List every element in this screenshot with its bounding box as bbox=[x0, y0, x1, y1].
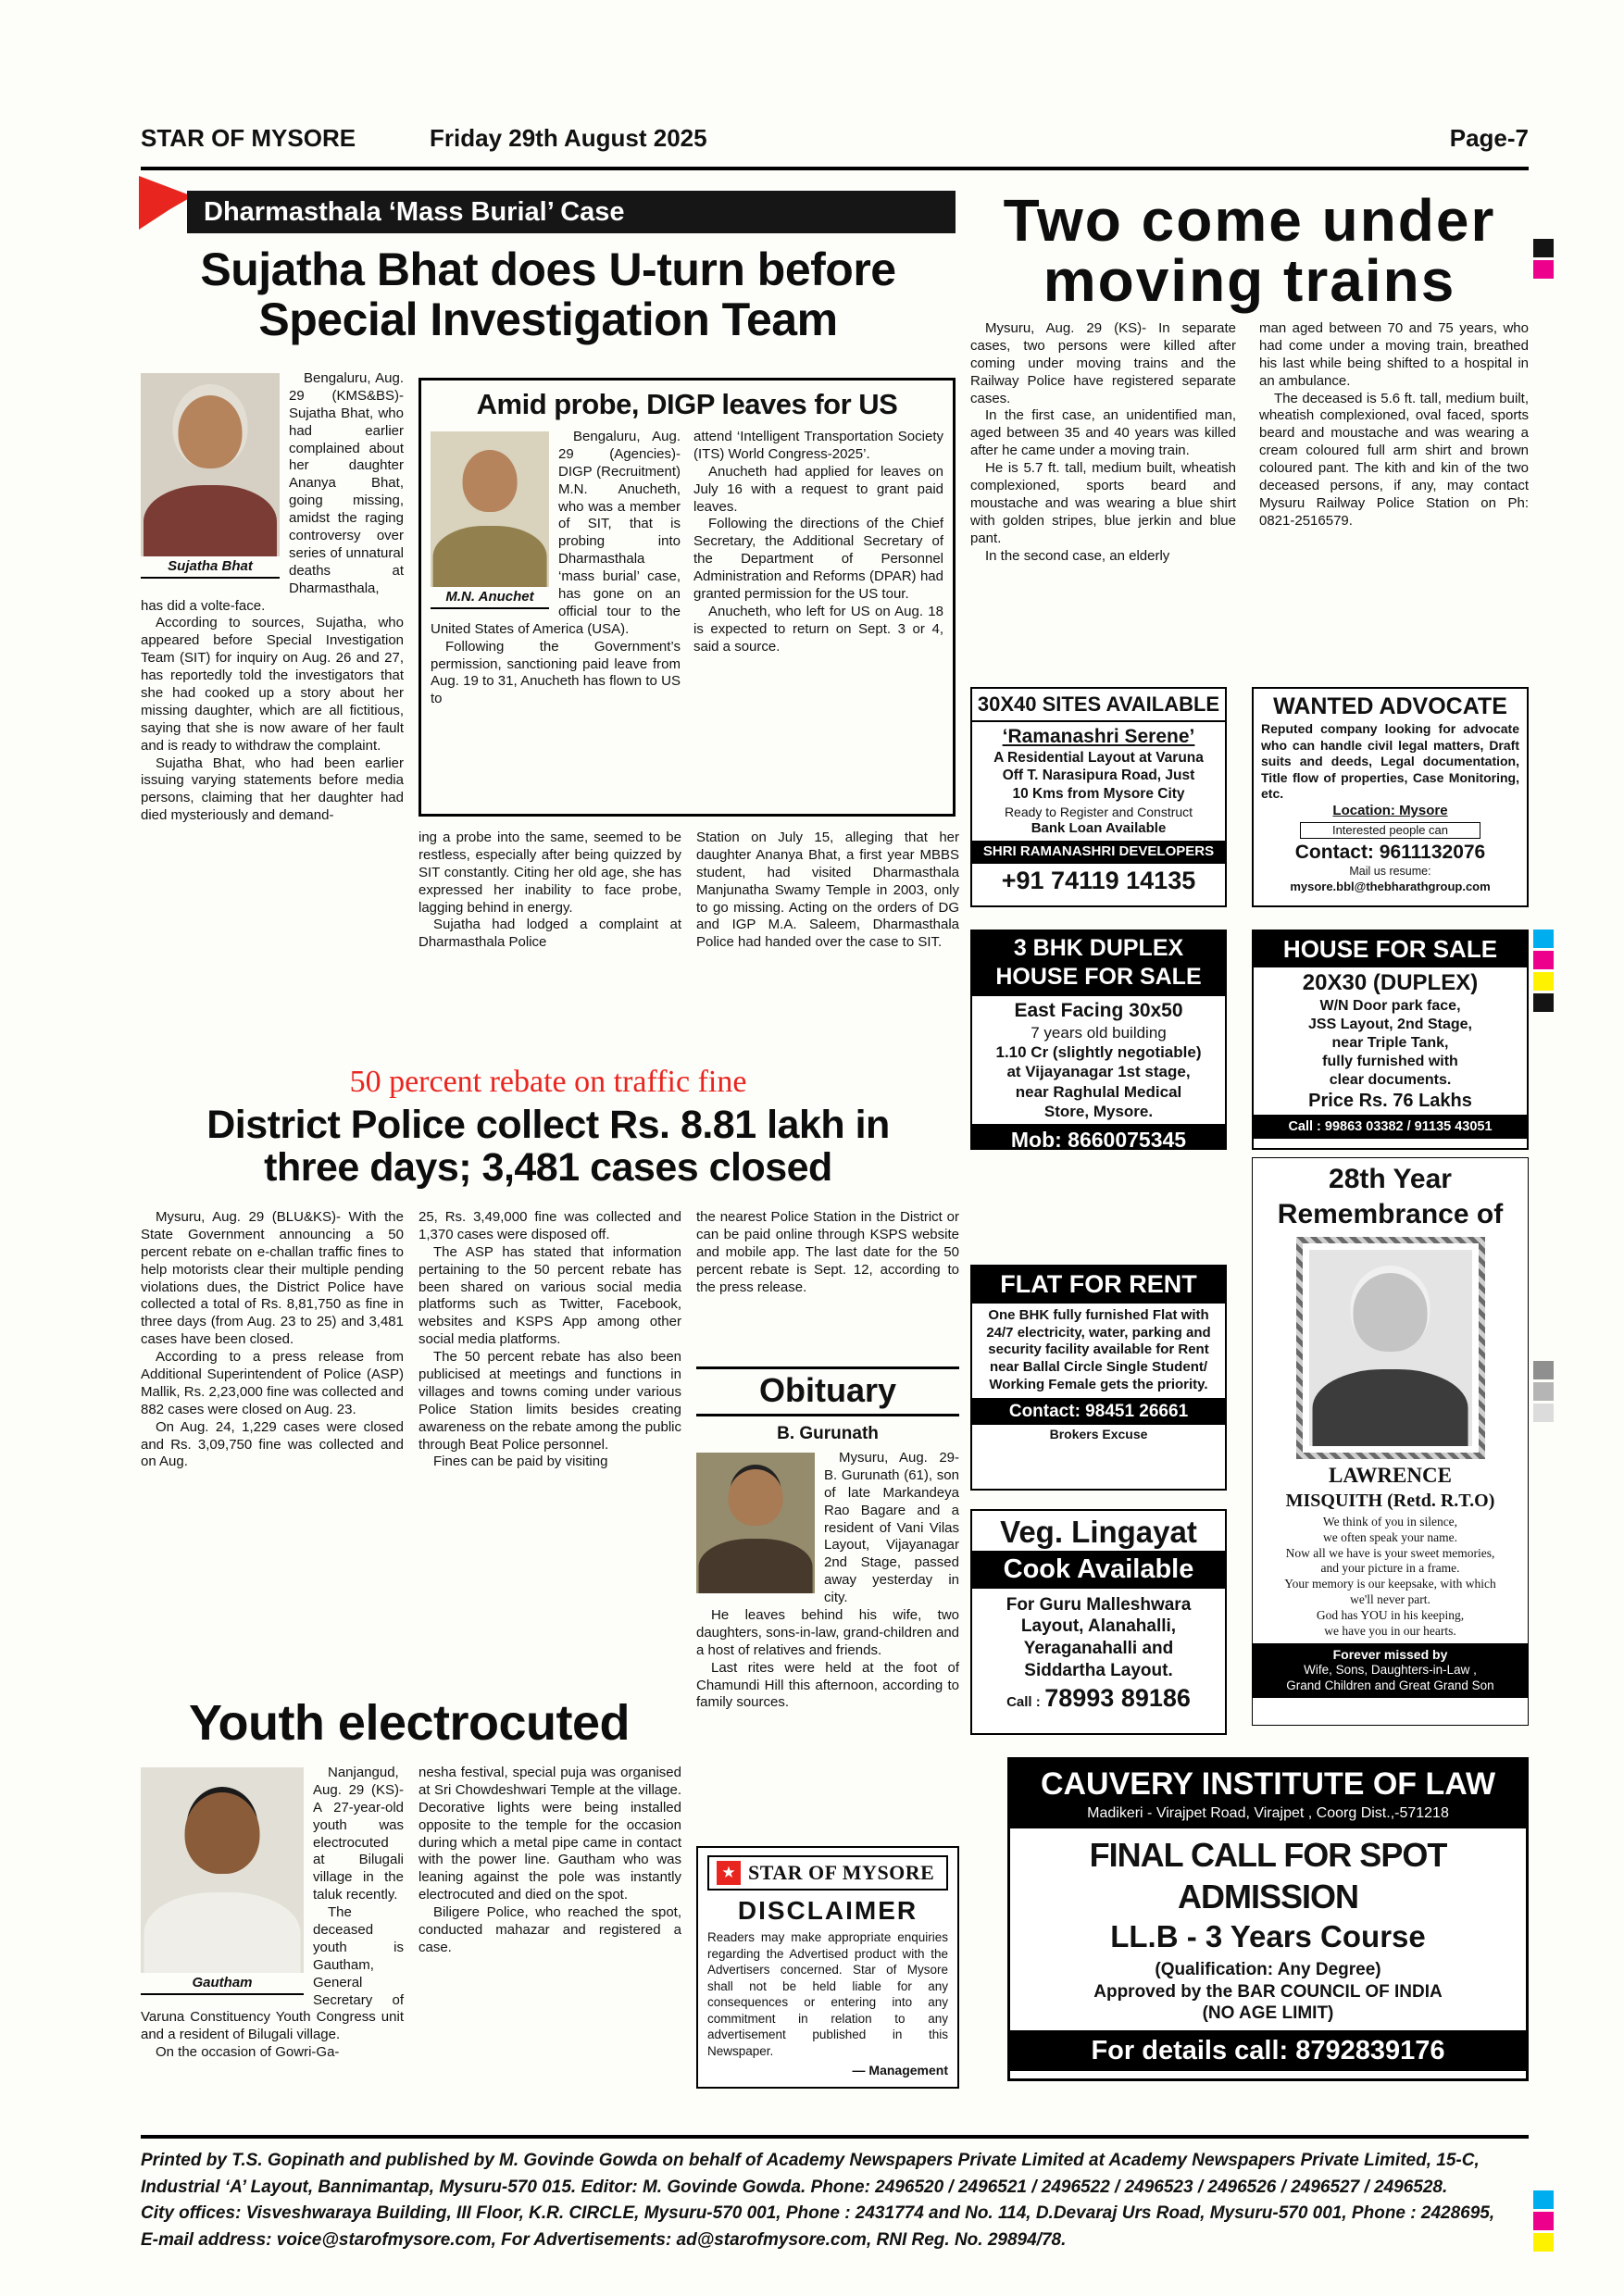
photo-face bbox=[463, 450, 518, 512]
ad-line: Wife, Sons, Daughters-in-Law , bbox=[1304, 1663, 1477, 1678]
poem-line: and your picture in a frame. bbox=[1320, 1561, 1460, 1576]
ad-line: Bank Loan Available bbox=[1031, 820, 1167, 837]
body-paragraph: 25, Rs. 3,49,000 fine was collected and 1,370 cases were disposed off. bbox=[418, 1209, 681, 1242]
youth-column-1 bbox=[141, 1765, 404, 2062]
digp-columns bbox=[431, 429, 943, 708]
body-paragraph: According to sources, Sujatha, who appeared before Special Investigation Team (SIT) for inquiry on Aug. 26 and 27, has reportedly told the investigators that she had cooked up a story about her missing daughter, which are all fictitious, saying that she is now aware of her fault and is ready to withdraw the complaint. bbox=[141, 615, 404, 754]
sujatha-column-3 bbox=[696, 830, 959, 952]
ad-line: 1.10 Cr (slightly negotiable) bbox=[995, 1043, 1202, 1061]
police-column-1 bbox=[141, 1209, 404, 1471]
ad-phone: Mob: 8660075345 bbox=[972, 1124, 1225, 1150]
digp-story-box bbox=[418, 378, 956, 817]
ad-line: Forever missed by bbox=[1332, 1646, 1448, 1662]
registration-mark bbox=[1533, 2190, 1554, 2209]
sujatha-column-2 bbox=[418, 830, 681, 952]
imprint-footer bbox=[141, 2135, 1529, 2253]
disclaimer-body: Readers may make appropriate enquiries regarding the Advertised product with the Advertisers concerned. Star of Mysore shall not be held liable for any consequences or entering into any commitment in relation to any advertisement published in this Newspaper. bbox=[707, 1930, 948, 2058]
body-paragraph: On Aug. 24, 1,229 cases were closed and Rs. 3,09,750 fine was collected and on Aug. bbox=[141, 1418, 404, 1470]
body-paragraph: Mysuru, Aug. 29 (KS)- In separate cases, two persons were killed after coming under moving trains and the Railway Police have registered separate cases. bbox=[970, 320, 1236, 406]
body-paragraph: Mysuru, Aug. 29- B. Gurunath (61), son of late Markandeya Rao Bagare and a resident of Vani Vilas Layout, Vijayanagar 2nd Stage, passed away yesterday in city. bbox=[824, 1450, 959, 1606]
trains-column-2 bbox=[1259, 320, 1529, 530]
body-paragraph: Following the directions of the Chief Secretary, the Additional Secretary of the Department of Personnel Administration and Reforms (DPAR) had granted permission for the US tour. bbox=[693, 516, 943, 603]
anuchet-photo-block bbox=[431, 431, 549, 609]
ad-title: 30X40 SITES AVAILABLE bbox=[972, 689, 1225, 722]
ad-line: 10 Kms from Mysore City bbox=[1012, 785, 1185, 802]
body-paragraph: The 50 percent rebate has also been publicised at meetings and functions in villages and towns coming under various Police Station limits besides creating awareness on the rebate among the public through Beat Police personnel. bbox=[418, 1349, 681, 1453]
youth-column-2 bbox=[418, 1765, 681, 1957]
ad-title-band bbox=[972, 931, 1225, 996]
ad-phone: For details call: 8792839176 bbox=[1010, 2030, 1526, 2071]
ad-wanted-advocate bbox=[1252, 687, 1529, 907]
sujatha-column-1 bbox=[141, 370, 404, 825]
photo-caption: M.N. Anuchet bbox=[431, 587, 549, 609]
imprint-line: Industrial ‘A’ Layout, Bannimantap, Mysuru-570 015. Editor: M. Govinde Gowda. Phone: 2496520 / 2496521 / 2496522 / 2496523 / 2496526 / 2496527 / 2496528. bbox=[141, 2177, 1448, 2197]
issue-date: Friday 29th August 2025 bbox=[430, 124, 707, 152]
registration-mark bbox=[1533, 993, 1554, 1012]
sujatha-photo-block bbox=[141, 373, 280, 579]
ad-heading: Remembrance of bbox=[1277, 1198, 1504, 1229]
ad-veg-cook bbox=[970, 1509, 1227, 1735]
body-paragraph: Biligere Police, who reached the spot, conducted mahazar and registered a case. bbox=[418, 1904, 681, 1955]
police-kicker: 50 percent rebate on traffic fine bbox=[349, 1065, 747, 1099]
ad-price: Price Rs. 76 Lakhs bbox=[1308, 1090, 1472, 1111]
photo-caption: Sujatha Bhat bbox=[141, 556, 280, 579]
photo-torso bbox=[699, 1539, 813, 1593]
imprint-line: E-mail address: voice@starofmysore.com, For Advertisements: ad@starofmysore.com, RNI Reg. No. 29894/78. bbox=[141, 2229, 1067, 2250]
ad-line: (NO AGE LIMIT) bbox=[1202, 2003, 1334, 2024]
police-headline bbox=[141, 1104, 956, 1190]
ad-line: (Qualification: Any Degree) bbox=[1155, 1959, 1381, 1979]
ad-line: FINAL CALL FOR SPOT ADMISSION bbox=[1089, 1835, 1447, 1915]
disclaimer-title: DISCLAIMER bbox=[737, 1896, 918, 1925]
body-paragraph: Nanjangud, Aug. 29 (KS)- A 27-year-old youth was electrocuted at Bilugali village in the taluk recently. bbox=[313, 1765, 404, 1903]
registration-mark bbox=[1533, 1404, 1554, 1422]
ad-project-name: ‘Ramanashri Serene’ bbox=[1002, 725, 1195, 747]
ad-developer: SHRI RAMANASHRI DEVELOPERS bbox=[972, 841, 1225, 864]
ad-name: MISQUITH (Retd. R.T.O) bbox=[1285, 1490, 1495, 1511]
imprint-line: City offices: Visveshwaraya Building, III Floor, K.R. CIRCLE, Mysuru-570 001, Phone : 2431774 and No. 114, D.Devaraj Urs Road, Mysuru-570 001, Phone : 2428695, bbox=[141, 2203, 1495, 2223]
ad-title: HOUSE FOR SALE bbox=[1254, 931, 1527, 967]
registration-mark bbox=[1533, 2212, 1554, 2230]
ad-3bhk-duplex bbox=[970, 930, 1227, 1150]
poem-line: Your memory is our keepsake, with which bbox=[1284, 1577, 1496, 1591]
ad-remembrance bbox=[1252, 1157, 1529, 1726]
body-paragraph: Fines can be paid by visiting bbox=[433, 1454, 608, 1470]
logo-text: STAR OF MYSORE bbox=[748, 1861, 935, 1884]
body-paragraph: In the second case, an elderly bbox=[985, 547, 1170, 564]
ad-phone: Call : 99863 03382 / 91135 43051 bbox=[1254, 1115, 1527, 1139]
photo-face bbox=[185, 1792, 260, 1875]
ad-note: Interested people can bbox=[1300, 822, 1480, 839]
registration-mark bbox=[1533, 2233, 1554, 2252]
ad-contact: Contact: 9611132076 bbox=[1294, 841, 1486, 863]
trains-headline bbox=[970, 187, 1529, 315]
police-column-2 bbox=[418, 1209, 681, 1471]
registration-marks-top bbox=[1533, 239, 1554, 279]
headline-line: three days; 3,481 cases closed bbox=[264, 1145, 832, 1191]
body-paragraph: nesha festival, special puja was organised at Sri Chowdeshwari Temple at the village. Decorative lights were being installed opposite to the temple for the occasion during which a metal pipe came in contact with the power line. Gautham who was leaning against the pole was instantly electrocuted and died on the spot. bbox=[418, 1765, 681, 1903]
body-paragraph: Bengaluru, Aug. 29 (KMS&BS)- Sujatha Bhat, who had earlier complained about her daughter Ananya Bhat, going missing, amidst the raging controversy over series of unnatural deaths at Dharmasthala, has did a volte-face. bbox=[141, 370, 404, 614]
body-paragraph: Anucheth had applied for leaves on July 16 with a request to grant paid leaves. bbox=[693, 463, 943, 515]
gautham-photo-block bbox=[141, 1767, 304, 1995]
ad-phone: 78993 89186 bbox=[1044, 1683, 1191, 1712]
registration-marks-gray bbox=[1533, 1361, 1554, 1422]
kicker-text: Dharmasthala ‘Mass Burial’ Case bbox=[204, 197, 625, 227]
body-paragraph: Sujatha Bhat, who had been earlier issuing varying statements before media persons, claiming that her daughter had died mysteriously and demand- bbox=[141, 755, 404, 824]
gautham-photo bbox=[141, 1767, 304, 1973]
registration-mark bbox=[1533, 930, 1554, 948]
youth-headline: Youth electrocuted bbox=[188, 1695, 631, 1751]
registration-mark bbox=[1533, 239, 1554, 257]
body-paragraph: Bengaluru, Aug. 29 (Agencies)- DIGP (Recruitment) M.N. Anucheth, who was a member of SIT, that is probing into Dharmasthala ‘mass burial’ case, has gone on an official tour to the United States of America (USA). bbox=[431, 429, 681, 637]
ad-body: One BHK fully furnished Flat with 24/7 electricity, water, parking and security facility available for Rent near Ballal Circle Single Student/ Working Female gets the priority. bbox=[986, 1306, 1211, 1392]
ad-body: For Guru Malleshwara Layout, Alanahalli, Yeraganahalli and Siddartha Layout. bbox=[1006, 1594, 1192, 1680]
body-paragraph: In the first case, an unidentified man, aged between 35 and 40 years was killed after he came under a moving train. bbox=[970, 407, 1236, 459]
ad-line: clear documents. bbox=[1329, 1071, 1452, 1088]
registration-mark bbox=[1533, 260, 1554, 279]
obituary-heading: Obituary bbox=[696, 1366, 959, 1416]
gurunath-photo-block bbox=[696, 1453, 815, 1593]
headline-line: Two come under bbox=[1003, 187, 1496, 254]
ad-heading: 28th Year bbox=[1329, 1164, 1452, 1194]
masthead-rule bbox=[141, 167, 1529, 170]
obituary-section bbox=[696, 1366, 959, 1712]
body-paragraph: He leaves behind his wife, two daughters, sons-in-law, grand-children and a host of relatives and friends. bbox=[696, 1607, 959, 1658]
ad-name: LAWRENCE bbox=[1329, 1464, 1452, 1487]
ad-contact: Contact: 98451 26661 bbox=[972, 1398, 1225, 1426]
poem-line: we'll never part. bbox=[1350, 1592, 1430, 1607]
headline-line: Special Investigation Team bbox=[258, 293, 838, 345]
ad-body: Reputed company looking for advocate who can handle civil legal matters, Draft suits and deeds, Legal documentation, Title flow of properties, Case Monitoring, etc. bbox=[1261, 721, 1519, 802]
registration-marks-mid bbox=[1533, 930, 1554, 1012]
ad-location: Location: Mysore bbox=[1332, 802, 1448, 818]
ad-30x40-sites bbox=[970, 687, 1227, 907]
photo-torso bbox=[144, 1892, 301, 1973]
registration-mark bbox=[1533, 972, 1554, 991]
page-number: Page-7 bbox=[1449, 124, 1529, 152]
ad-line: JSS Layout, 2nd Stage, bbox=[1308, 1016, 1472, 1032]
registration-marks-bottom bbox=[1533, 2190, 1554, 2252]
registration-mark bbox=[1533, 951, 1554, 969]
ad-mail-label: Mail us resume: bbox=[1349, 865, 1431, 878]
photo-face bbox=[179, 395, 243, 468]
ad-line: near Triple Tank, bbox=[1331, 1034, 1449, 1051]
remembrance-poem bbox=[1253, 1513, 1528, 1640]
ad-line: Grand Children and Great Grand Son bbox=[1286, 1678, 1494, 1693]
ad-title: 3 BHK DUPLEX bbox=[1013, 935, 1184, 961]
ad-line: LL.B - 3 Years Course bbox=[1110, 1918, 1426, 1953]
obituary-name: B. Gurunath bbox=[777, 1424, 879, 1443]
ad-line: at Vijayanagar 1st stage, bbox=[1006, 1063, 1191, 1081]
poem-line: God has YOU in his keeping, bbox=[1316, 1608, 1465, 1622]
body-paragraph: attend ‘Intelligent Transportation Society (ITS) World Congress-2025’. bbox=[693, 429, 943, 462]
ad-title: WANTED ADVOCATE bbox=[1273, 693, 1507, 719]
body-paragraph: He is 5.7 ft. tall, medium built, wheatish complexioned, sports beard and moustache and was wearing a blue shirt with golden stripes, blue jerkin and blue pant. bbox=[970, 460, 1236, 546]
digp-column-2 bbox=[693, 429, 943, 708]
ad-note: Brokers Excuse bbox=[1049, 1427, 1148, 1442]
anuchet-photo bbox=[431, 431, 549, 587]
photo-face bbox=[1353, 1273, 1428, 1352]
headline-line: Sujatha Bhat does U-turn before bbox=[200, 243, 896, 295]
digp-headline: Amid probe, DIGP leaves for US bbox=[476, 388, 898, 420]
ad-title: HOUSE FOR SALE bbox=[995, 964, 1202, 991]
body-paragraph: According to a press release from Additional Superintendent of Police (ASP) Mallik, Rs. 2,23,000 fine was collected and 882 cases were closed on Aug. 23. bbox=[141, 1349, 404, 1417]
ad-line: near Raghulal Medical bbox=[1015, 1082, 1182, 1101]
trains-column-1 bbox=[970, 320, 1236, 565]
body-paragraph: Mysuru, Aug. 29 (BLU&KS)- With the State Government announcing a 50 percent rebate on e-challan traffic fines to help motorists clear their multiple pending violations dues, the District Police have collected a total of Rs. 8,81,750 as fine in three days (from Aug. 23 to 25) and 3,481 cases have been closed. bbox=[141, 1209, 404, 1348]
body-paragraph: Following the Government’s permission, sanctioning paid leave from Aug. 19 to 31, Anucheth has flown to US to bbox=[431, 638, 681, 707]
ad-subtitle: 20X30 (DUPLEX) bbox=[1302, 969, 1479, 995]
sujatha-kicker-banner bbox=[187, 191, 956, 233]
ad-house-for-sale bbox=[1252, 930, 1529, 1150]
photo-torso bbox=[144, 485, 277, 556]
star-of-mysore-logo bbox=[707, 1855, 948, 1890]
body-paragraph: On the occasion of Gowri-Ga- bbox=[156, 2044, 340, 2061]
ad-flat-for-rent bbox=[970, 1265, 1227, 1491]
ad-phone: +91 74119 14135 bbox=[1001, 866, 1196, 894]
disclaimer-box bbox=[696, 1846, 959, 2089]
poem-line: we often speak your name. bbox=[1322, 1529, 1458, 1544]
remembrance-footer-band bbox=[1253, 1643, 1528, 1698]
body-paragraph: man aged between 70 and 75 years, who had come under a moving train, breathed his last while being shifted to a hospital in an ambulance. bbox=[1259, 320, 1529, 389]
ad-line: Approved by the BAR COUNCIL OF INDIA bbox=[1093, 1981, 1443, 2002]
body-paragraph: Anucheth, who left for US on Aug. 18 is expected to return on Sept. 3 or 4, said a source. bbox=[693, 603, 943, 655]
body-paragraph: The deceased youth is Gautham, General Secretary of Varuna Constituency Youth Congress unit and a resident of Bilugali village. bbox=[141, 1904, 404, 2043]
poem-line: Now all we have is your sweet memories, bbox=[1285, 1545, 1495, 1560]
sujatha-headline bbox=[141, 244, 956, 344]
imprint-line: Printed by T.S. Gopinath and published by M. Govinde Gowda on behalf of Academy Newspapers Private Limited at Academy Newspapers Private Limited, 15-C, bbox=[141, 2151, 1480, 2170]
ad-email: mysore.bbl@thebharathgroup.com bbox=[1290, 879, 1491, 893]
sujatha-bhat-photo bbox=[141, 373, 280, 556]
remembrance-photo-frame bbox=[1296, 1237, 1485, 1459]
poem-line: we have you in our hearts. bbox=[1324, 1623, 1456, 1638]
paper-name: STAR OF MYSORE bbox=[141, 124, 356, 152]
headline-line: District Police collect Rs. 8.81 lakh in bbox=[206, 1103, 890, 1147]
body-paragraph: The ASP has stated that information pertaining to the 50 percent rebate has been shared on various social media platforms such as Twitter, Facebook, websites and KSPS App among other social media platforms. bbox=[418, 1243, 681, 1348]
ad-subtitle: Madikeri - Virajpet Road, Virajpet , Coorg Dist.,-571218 bbox=[1087, 1804, 1449, 1821]
lawrence-misquith-photo bbox=[1309, 1250, 1472, 1446]
body-paragraph: Station on July 15, alleging that her daughter Ananya Bhat, a first year MBBS student, had visited Dharmasthala Manjunatha Swamy Temple in 2003, only to go missing. Acting on the orders of DG and IGP M.A. Saleem, Dharmasthala Police had handed over the case to SIT. bbox=[696, 830, 959, 951]
body-paragraph: Last rites were held at the foot of Chamundi Hill this afternoon, according to family sources. bbox=[696, 1659, 959, 1711]
disclaimer-signoff: — Management bbox=[852, 2063, 948, 2078]
ad-phone-row bbox=[972, 1684, 1225, 1713]
photo-face bbox=[729, 1469, 783, 1526]
ad-title: CAUVERY INSTITUTE OF LAW bbox=[1040, 1766, 1496, 1802]
ad-line: A Residential Layout at Varuna bbox=[993, 749, 1204, 766]
ad-title: Veg. Lingayat bbox=[1000, 1515, 1197, 1549]
gurunath-photo bbox=[696, 1453, 815, 1593]
ad-cauvery-institute bbox=[1007, 1757, 1529, 2081]
masthead bbox=[141, 124, 1529, 159]
ad-line: W/N Door park face, bbox=[1319, 997, 1461, 1014]
body-paragraph: The deceased is 5.6 ft. tall, medium built, wheatish complexioned, oval faced, sports beard and moustache and was wearing a cream coloured full arm shirt and brown coloured pant. The kith and kin of the two deceased persons, if any, may contact Mysuru Railway Police Station on Ph: 0821-2516579. bbox=[1259, 390, 1529, 529]
ad-title: FLAT FOR RENT bbox=[972, 1267, 1225, 1304]
ad-line: Store, Mysore. bbox=[1043, 1102, 1154, 1120]
body-paragraph: the nearest Police Station in the District or can be paid online through KSPS website and mobile app. The last date for the 50 percent rebate is Sept. 12, according to the press release. bbox=[696, 1209, 959, 1295]
registration-mark bbox=[1533, 1382, 1554, 1401]
ad-line: 7 years old building bbox=[1031, 1023, 1167, 1042]
photo-torso bbox=[1312, 1369, 1468, 1446]
ad-line: East Facing 30x50 bbox=[1014, 999, 1183, 1021]
red-flag-accent bbox=[139, 176, 193, 230]
ad-line: Ready to Register and Construct bbox=[1004, 804, 1193, 819]
body-paragraph: Sujatha had lodged a complaint at Dharmasthala Police bbox=[418, 917, 681, 951]
star-logo-icon: ★ bbox=[717, 1861, 741, 1885]
ad-title-band bbox=[1010, 1760, 1526, 1828]
poem-line: We think of you in silence, bbox=[1322, 1514, 1458, 1529]
ad-line: Off T. Narasipura Road, Just bbox=[1002, 767, 1195, 784]
ad-phone-label: Call : bbox=[1006, 1693, 1041, 1710]
police-column-3 bbox=[696, 1209, 959, 1296]
photo-torso bbox=[433, 526, 547, 587]
photo-caption: Gautham bbox=[141, 1973, 304, 1995]
digp-column-1 bbox=[431, 429, 681, 708]
ad-title: Cook Available bbox=[972, 1551, 1225, 1588]
registration-mark bbox=[1533, 1361, 1554, 1379]
ad-line: fully furnished with bbox=[1322, 1053, 1458, 1069]
body-paragraph: ing a probe into the same, seemed to be restless, especially after being quizzed by SIT constantly. Citing her old age, she has expressed her inability to face probe, lagging behind in energy. bbox=[418, 830, 681, 916]
headline-line: moving trains bbox=[1043, 247, 1456, 315]
